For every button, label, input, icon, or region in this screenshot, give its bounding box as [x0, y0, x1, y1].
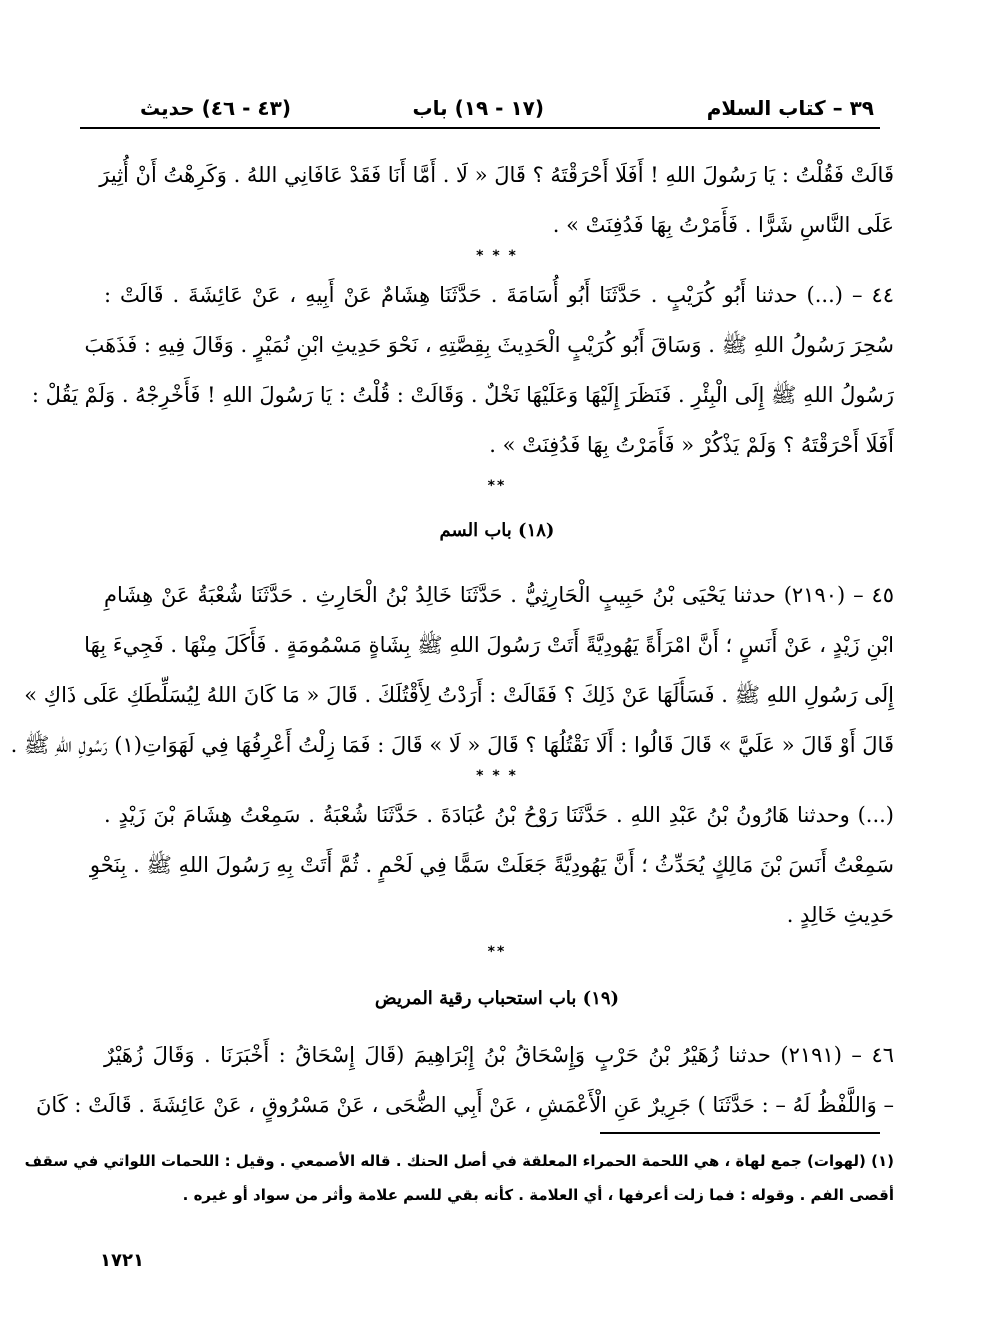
hadith-46-line: ٤٦ – (٢١٩١) حدثنا زُهَيْرُ بْنُ حَرْبٍ وَإِسْحَاقُ بْنُ إِبْرَاهِيمَ (قَالَ إِسْحَاقُ : أَخْبَرَنَا . وَقَالَ زُهَيْرٌ — [104, 1043, 895, 1067]
text-line: إِلَى رَسُولِ اللهِ ﷺ . فَسَأَلَهَا عَنْ ذَلِكَ ؟ فَقَالَتْ : أَرَدْتُ لِأَقْتُلَكَ . قَالَ « مَا كَانَ اللهُ لِيُسَلِّطَكِ عَلَى ذَاكِ » — [24, 683, 894, 707]
text-line: أَفَلَا أَحْرَقْتَهُ ؟ وَلَمْ يَذْكُرْ « فَأَمَرْتُ بِهَا فَدُفِنَتْ » . — [489, 433, 894, 457]
chapter-heading-19: (١٩) باب استحباب رقية المريض — [374, 988, 620, 1009]
footnote-line: أقصى الفم . وقوله : فما زلت أعرفها ، أي العلامة . كأنه بقي للسم علامة وأثر من سواد أو غيره . — [182, 1186, 894, 1204]
footnote-divider — [600, 1132, 880, 1134]
hadith-45-line: ٤٥ – (٢١٩٠) حدثنا يَحْيَى بْنُ حَبِيبٍ الْحَارِثِيُّ . حَدَّثَنَا خَالِدُ بْنُ الْحَارِثِ . حَدَّثَنَا شُعْبَةُ عَنْ هِشَامِ — [104, 583, 894, 607]
section-separator: ** — [487, 944, 507, 960]
section-separator: * * * — [476, 768, 518, 784]
hadith-44-line: ٤٤ – (...) حدثنا أَبُو كُرَيْبٍ . حَدَّثَنَا أَبُو أُسَامَةَ . حَدَّثَنَا هِشَامٌ عَنْ أَبِيهِ ، عَنْ عَائِشَةَ . قَالَتْ : — [104, 283, 894, 307]
header-book-title: ٣٩ – كتاب السلام — [706, 96, 874, 120]
text-line: قَالَتْ فَقُلْتُ : يَا رَسُولَ اللهِ ! أَفَلَا أَحْرَقْتَهُ ؟ قَالَ « لَا . أَمَّا أَنَا فَقَدْ عَافَانِي اللهُ . وَكَرِهْتُ أَنْ أُثِيرَ — [99, 163, 894, 187]
text-line: سُحِرَ رَسُولُ اللهِ ﷺ . وَسَاقَ أَبُو كُرَيْبٍ الْحَدِيثَ بِقِصَّتِهِ ، نَحْوَ حَدِيثِ ابْنِ نُمَيْرٍ . وَقَالَ فِيهِ : فَذَهَبَ — [84, 333, 894, 357]
hadith-45b-line: (...) وحدثنا هَارُونُ بْنُ عَبْدِ اللهِ . حَدَّثَنَا رَوْحُ بْنُ عُبَادَةَ . حَدَّثَنَا شُعْبَةُ . سَمِعْتُ هِشَامَ بْنَ زَيْدٍ . — [104, 803, 894, 827]
text-line: – وَاللَّفْظُ لَهُ – : حَدَّثَنَا ) جَرِيرٌ عَنِ الْأَعْمَشِ ، عَنْ أَبِي الضُّحَى ، عَنْ مَسْرُوقٍ ، عَنْ عَائِشَةَ . قَالَتْ : كَانَ — [35, 1093, 894, 1117]
section-separator: * * * — [476, 248, 518, 264]
header-hadith-range: (٤٣ - ٤٦) حديث — [140, 96, 291, 120]
page-number: ١٧٢١ — [100, 1250, 144, 1271]
running-header — [80, 92, 874, 128]
header-chapter-range: (١٧ - ١٩) باب — [412, 96, 544, 120]
text-line: حَدِيثِ خَالِدٍ . — [786, 903, 894, 927]
text-line: عَلَى النَّاسِ شَرًّا . فَأَمَرْتُ بِهَا فَدُفِنَتْ » . — [552, 213, 894, 237]
text-line: قَالَ أَوْ قَالَ « عَلَيَّ » قَالَ قَالُوا : أَلَا نَقْتُلُهَا ؟ قَالَ « لَا » قَالَ : فَمَا زِلْتُ أَعْرِفُهَا فِي لَهَوَاتِ(١) رَسُولِ اللهِ ﷺ . — [10, 733, 894, 757]
text-line: سَمِعْتُ أَنَسَ بْنَ مَالِكٍ يُحَدِّثُ ؛ أَنَّ يَهُودِيَّةً جَعَلَتْ سَمًّا فِي لَحْمٍ . ثُمَّ أَتَتْ بِهِ رَسُولَ اللهِ ﷺ . بِنَحْوِ — [89, 853, 894, 877]
text-line: رَسُولُ اللهِ ﷺ إِلَى الْبِئْرِ . فَنَظَرَ إِلَيْهَا وَعَلَيْهَا نَخْلٌ . وَقَالَتْ : قُلْتُ : يَا رَسُولَ اللهِ ! فَأَخْرِجْهُ . وَلَمْ يَقُلْ : — [31, 383, 894, 407]
header-divider — [80, 127, 880, 129]
chapter-heading-18: (١٨) باب السم — [439, 520, 555, 541]
section-separator: ** — [487, 478, 507, 494]
text-line: ابْنِ زَيْدٍ ، عَنْ أَنَسٍ ؛ أَنَّ امْرَأَةً يَهُودِيَّةً أَتَتْ رَسُولَ اللهِ ﷺ بِشَاةٍ مَسْمُومَةٍ . فَأَكَلَ مِنْهَا . فَجِيءَ بِهَا — [84, 633, 894, 657]
footnote-line: (١) (لهوات) جمع لهاة ، هي اللحمة الحمراء المعلقة في أصل الحنك . قاله الأصمعي . وقيل : اللحمات اللواتي في سقف — [24, 1152, 894, 1170]
